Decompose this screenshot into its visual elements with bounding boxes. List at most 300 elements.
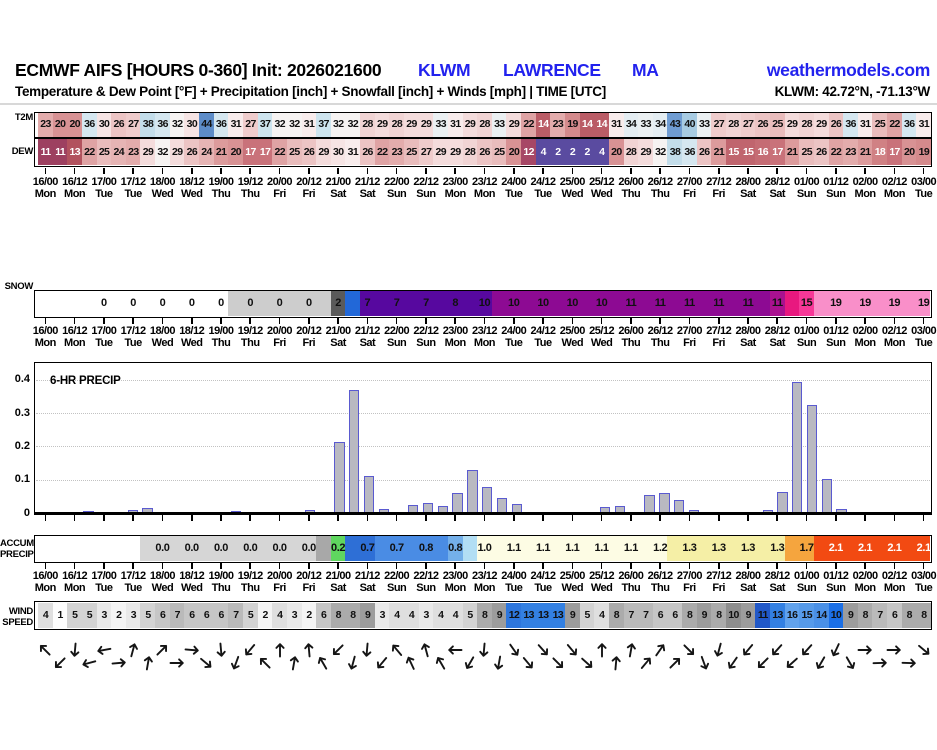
t2m-cell: 26 (829, 113, 844, 137)
day-label: Mon (883, 337, 905, 349)
time-tick (864, 515, 866, 521)
wind-speed-cell: 3 (97, 603, 112, 628)
station-state: MA (632, 60, 659, 80)
precip-y-tick-label: 0.3 (14, 406, 30, 419)
wind-speed-cell: 9 (565, 603, 580, 628)
accum-row-label-line2: PRECIP (0, 549, 34, 560)
time-tick (923, 515, 925, 521)
time-label: 19/12 (237, 325, 263, 337)
wind-direction-arrow (228, 655, 244, 671)
day-label: Tue (124, 337, 142, 349)
t2m-cell: 31 (228, 113, 243, 137)
time-label: 18/12 (179, 325, 205, 337)
wind-speed-cell: 8 (477, 603, 492, 628)
wind-speed-cell: 7 (638, 603, 653, 628)
dew-cell: 24 (199, 139, 214, 165)
t2m-cell: 34 (653, 113, 668, 137)
time-tick (630, 563, 632, 569)
time-tick (220, 563, 222, 569)
wind-direction-arrow (740, 642, 756, 658)
accum-precip-value: 1.3 (711, 542, 726, 555)
time-tick (220, 318, 222, 324)
accum-precip-value: 1.1 (506, 542, 521, 555)
time-label: 21/00 (325, 176, 351, 188)
wind-speed-cell: 4 (433, 603, 448, 628)
wind-direction-arrow (711, 642, 727, 658)
time-tick (191, 318, 193, 324)
day-label: Thu (240, 188, 260, 200)
wind-direction-arrow (447, 642, 463, 658)
t2m-cell: 29 (419, 113, 434, 137)
wind-direction-arrow (111, 655, 127, 671)
time-label: 02/12 (881, 570, 907, 582)
time-label: 21/12 (354, 176, 380, 188)
day-label: Thu (621, 582, 641, 594)
dew-cell: 16 (755, 139, 770, 165)
wind-speed-cell: 3 (419, 603, 434, 628)
t2m-cell: 28 (726, 113, 741, 137)
time-tick (776, 515, 778, 521)
time-label: 23/12 (471, 325, 497, 337)
day-label: Sun (796, 337, 817, 349)
time-label: 20/12 (296, 325, 322, 337)
t2m-cell: 31 (916, 113, 931, 137)
wind-speed-cell: 6 (653, 603, 668, 628)
time-tick (542, 168, 544, 174)
time-tick (747, 318, 749, 324)
wind-speed-cell: 4 (389, 603, 404, 628)
time-tick (308, 168, 310, 174)
t2m-cell: 28 (360, 113, 375, 137)
dew-cell: 4 (594, 139, 609, 165)
time-tick (162, 318, 164, 324)
day-label: Sat (740, 582, 756, 594)
day-label: Sat (359, 188, 376, 200)
time-tick (659, 168, 661, 174)
time-tick (132, 563, 134, 569)
wind-speed-cell: 8 (345, 603, 360, 628)
time-tick (806, 563, 808, 569)
dew-cell: 27 (419, 139, 434, 165)
time-tick (542, 515, 544, 521)
time-tick (601, 515, 603, 521)
dew-cell: 2 (565, 139, 580, 165)
precip-chart-frame (34, 362, 932, 515)
dew-cell: 25 (492, 139, 507, 165)
day-label: Sat (330, 337, 346, 349)
time-tick (835, 515, 837, 521)
dew-cell: 21 (214, 139, 229, 165)
wind-direction-arrow (652, 642, 668, 658)
time-label: 20/12 (296, 176, 322, 188)
day-label: Wed (590, 582, 613, 594)
wind-speed-cell: 8 (609, 603, 624, 628)
day-label: Fri (302, 188, 316, 200)
time-label: 22/00 (384, 570, 410, 582)
day-label: Fri (683, 188, 696, 200)
wind-direction-arrow (550, 655, 566, 671)
snow-row-label: SNOW (4, 281, 33, 292)
station-coordinates: KLWM: 42.72°N, -71.13°W (774, 84, 930, 99)
wind-speed-cell: 2 (302, 603, 317, 628)
day-label: Sat (740, 188, 756, 200)
accum-precip-value: 0.0 (301, 542, 316, 555)
time-tick (601, 318, 603, 324)
t2m-cell: 19 (565, 113, 580, 137)
day-label: Sat (769, 188, 786, 200)
snow-value: 11 (771, 297, 783, 310)
time-tick (659, 563, 661, 569)
time-label: 24/12 (530, 570, 556, 582)
day-label: Sun (796, 582, 817, 594)
time-tick (601, 168, 603, 174)
time-tick (864, 318, 866, 324)
time-tick (923, 318, 925, 324)
wind-direction-arrow (755, 655, 771, 671)
time-label: 23/12 (471, 570, 497, 582)
time-label: 26/12 (647, 325, 673, 337)
time-label: 26/00 (618, 176, 644, 188)
accum-precip-value: 2.1 (858, 542, 873, 555)
time-tick (484, 318, 486, 324)
t2m-cell: 31 (609, 113, 624, 137)
dew-cell: 21 (858, 139, 873, 165)
dew-cell: 20 (902, 139, 917, 165)
time-tick (308, 563, 310, 569)
dew-cell: 13 (67, 139, 82, 165)
time-label: 28/00 (735, 570, 761, 582)
dew-cell: 18 (872, 139, 887, 165)
time-tick (162, 168, 164, 174)
t2m-cell: 43 (667, 113, 682, 137)
day-label: Sun (387, 188, 407, 200)
wind-speed-cell: 4 (448, 603, 463, 628)
subtitle: Temperature & Dew Point [°F] + Precipitation [inch] + Snowfall [inch] + Winds [mph] | TIME [UTC] (15, 84, 606, 99)
snow-value: 0 (247, 297, 254, 310)
t2m-cell: 32 (287, 113, 302, 137)
time-tick (630, 515, 632, 521)
time-tick (864, 563, 866, 569)
t2m-cell: 28 (477, 113, 492, 137)
day-label: Mon (883, 582, 905, 594)
time-label: 26/12 (647, 570, 673, 582)
wind-direction-arrow (403, 655, 419, 671)
time-tick (191, 563, 193, 569)
dew-cell: 17 (887, 139, 902, 165)
snow-value: 7 (423, 297, 429, 310)
time-label: 17/12 (120, 570, 146, 582)
time-label: 26/00 (618, 325, 644, 337)
t2m-cell: 33 (433, 113, 448, 137)
day-label: Tue (505, 582, 523, 594)
time-label: 01/00 (794, 176, 820, 188)
accum-precip-value: 0.7 (360, 542, 375, 555)
t2m-cell: 22 (887, 113, 902, 137)
dew-row-label: DEW (11, 146, 33, 157)
time-tick (279, 318, 281, 324)
wind-speed-cell: 4 (38, 603, 53, 628)
time-tick (162, 563, 164, 569)
time-tick (572, 318, 574, 324)
snow-value: 19 (859, 297, 871, 310)
time-label: 23/00 (442, 176, 468, 188)
wind-direction-arrow (242, 642, 258, 658)
dew-cell: 21 (711, 139, 726, 165)
time-tick (103, 168, 105, 174)
day-label: Fri (273, 582, 286, 594)
t2m-cell: 14 (594, 113, 609, 137)
time-tick (396, 563, 398, 569)
time-tick (191, 515, 193, 521)
time-tick (572, 515, 574, 521)
snow-value: 0 (159, 297, 166, 310)
wind-direction-arrow (608, 655, 624, 671)
day-label: Thu (240, 337, 260, 349)
snow-value: 8 (452, 297, 459, 310)
day-label: Thu (650, 337, 670, 349)
wind-speed-cell: 5 (67, 603, 82, 628)
day-label: Mon (473, 582, 496, 594)
accum-precip-value: 1.0 (477, 542, 492, 555)
time-tick (776, 563, 778, 569)
day-label: Fri (302, 582, 316, 594)
day-label: Wed (151, 188, 174, 200)
day-label: Wed (151, 582, 174, 594)
time-tick (337, 563, 339, 569)
time-label: 21/00 (325, 325, 351, 337)
t2m-cell: 22 (521, 113, 536, 137)
precip-y-tick-label: 0 (23, 506, 30, 519)
day-label: Tue (95, 337, 113, 349)
dew-cell: 28 (463, 139, 478, 165)
t2m-cell: 20 (67, 113, 82, 137)
time-label: 16/00 (32, 176, 58, 188)
wind-speed-cell: 9 (492, 603, 507, 628)
time-label: 01/00 (794, 570, 820, 582)
time-label: 01/12 (823, 176, 849, 188)
snow-value: 0 (276, 297, 283, 310)
wind-direction-arrow (272, 642, 288, 658)
day-label: Wed (561, 337, 584, 349)
time-label: 17/00 (91, 176, 117, 188)
wind-speed-cell: 4 (594, 603, 609, 628)
t2m-cell: 29 (375, 113, 390, 137)
wind-direction-arrow (886, 642, 902, 658)
time-tick (279, 563, 281, 569)
wind-row-label-line2: SPEED (2, 617, 33, 628)
time-tick (630, 168, 632, 174)
day-label: Thu (211, 337, 231, 349)
day-label: Sun (826, 188, 846, 200)
t2m-cell: 14 (536, 113, 551, 137)
time-tick (103, 318, 105, 324)
wind-speed-cell: 8 (916, 603, 931, 628)
time-tick (45, 168, 47, 174)
wind-direction-arrow (213, 642, 229, 658)
time-tick (689, 515, 691, 521)
time-label: 23/12 (471, 176, 497, 188)
wind-speed-cell: 3 (375, 603, 390, 628)
day-label: Tue (915, 582, 933, 594)
accum-precip-value: 0.8 (418, 542, 433, 555)
dew-cell: 28 (624, 139, 639, 165)
time-tick (747, 563, 749, 569)
t2m-cell: 31 (302, 113, 317, 137)
time-tick (132, 168, 134, 174)
time-tick (454, 168, 456, 174)
time-tick (513, 318, 515, 324)
dew-cell: 26 (477, 139, 492, 165)
wind-row-label-line1: WIND (8, 606, 33, 617)
t2m-cell: 38 (140, 113, 155, 137)
dew-cell: 26 (697, 139, 712, 165)
dew-cell: 25 (287, 139, 302, 165)
wind-direction-arrow (506, 642, 522, 658)
time-label: 20/00 (267, 570, 293, 582)
wind-direction-arrow (579, 655, 595, 671)
t2m-cell: 32 (170, 113, 185, 137)
time-tick (894, 515, 896, 521)
day-label: Sun (796, 188, 817, 200)
time-label: 25/12 (589, 570, 615, 582)
day-label: Sat (359, 337, 376, 349)
temp-dew-divider (34, 137, 932, 139)
t2m-cell: 27 (243, 113, 258, 137)
wind-direction-arrow (813, 655, 829, 671)
snow-value: 11 (684, 297, 695, 310)
wind-direction-arrow (67, 642, 83, 658)
snow-value: 10 (508, 297, 520, 310)
wind-direction-arrow (37, 642, 53, 658)
dew-cell: 21 (785, 139, 800, 165)
t2m-cell: 26 (111, 113, 126, 137)
wind-speed-cell: 5 (463, 603, 478, 628)
day-label: Mon (854, 337, 876, 349)
day-label: Mon (64, 582, 86, 594)
dew-cell: 29 (140, 139, 155, 165)
time-label: 18/00 (149, 176, 175, 188)
accum-precip-value: 0.0 (272, 542, 287, 555)
wind-speed-cell: 7 (872, 603, 887, 628)
t2m-cell: 44 (199, 113, 214, 137)
time-tick (923, 563, 925, 569)
time-tick (542, 563, 544, 569)
accum-precip-value: 1.3 (770, 542, 785, 555)
wind-direction-arrow (594, 642, 610, 658)
time-tick (249, 168, 251, 174)
t2m-cell: 26 (755, 113, 770, 137)
accum-precip-value: 1.2 (653, 542, 668, 555)
day-label: Sat (769, 337, 786, 349)
t2m-cell: 36 (902, 113, 917, 137)
wind-direction-arrow (535, 642, 551, 658)
time-label: 01/00 (794, 325, 820, 337)
wind-speed-cell: 8 (711, 603, 726, 628)
day-label: Fri (712, 582, 725, 594)
accum-precip-value: 1.1 (623, 542, 638, 555)
day-label: Mon (444, 337, 466, 349)
time-tick (689, 563, 691, 569)
day-label: Tue (95, 582, 113, 594)
dew-cell: 26 (184, 139, 199, 165)
dew-cell: 11 (38, 139, 53, 165)
time-label: 22/12 (413, 176, 439, 188)
dew-cell: 32 (155, 139, 170, 165)
accum-row-label-line1: ACCUM (0, 538, 34, 549)
dew-cell: 36 (682, 139, 697, 165)
time-tick (513, 168, 515, 174)
accum-precip-value: 1.3 (682, 542, 697, 555)
dew-cell: 19 (916, 139, 931, 165)
wind-direction-arrow (491, 655, 507, 671)
wind-direction-arrow (257, 655, 273, 671)
snow-value: 0 (130, 297, 136, 310)
time-tick (835, 168, 837, 174)
time-label: 24/00 (501, 176, 527, 188)
time-tick (103, 563, 105, 569)
station-name: LAWRENCE (503, 60, 601, 80)
day-label: Thu (621, 337, 641, 349)
time-label: 17/00 (91, 570, 117, 582)
precip-y-tick-label: 0.1 (14, 473, 30, 486)
t2m-cell: 34 (624, 113, 639, 137)
wind-speed-cell: 6 (184, 603, 199, 628)
snow-value: 11 (625, 297, 637, 310)
time-tick (308, 515, 310, 521)
wind-speed-cell: 7 (170, 603, 185, 628)
time-label: 28/12 (764, 570, 790, 582)
wind-speed-cell: 13 (770, 603, 785, 628)
time-tick (425, 515, 427, 521)
t2m-cell: 25 (872, 113, 887, 137)
snow-value: 19 (830, 297, 842, 310)
snow-value: 0 (305, 297, 312, 310)
snow-value: 10 (595, 297, 608, 310)
accum-precip-value: 0.7 (389, 542, 404, 555)
time-tick (659, 515, 661, 521)
time-label: 19/12 (237, 176, 263, 188)
website-link[interactable]: weathermodels.com (766, 60, 930, 80)
time-tick (249, 563, 251, 569)
wind-speed-cell: 6 (214, 603, 229, 628)
dew-cell: 26 (360, 139, 375, 165)
dew-cell: 20 (609, 139, 624, 165)
dew-cell: 20 (506, 139, 521, 165)
time-label: 24/12 (530, 325, 556, 337)
dew-cell: 23 (389, 139, 404, 165)
day-label: Tue (534, 188, 552, 200)
time-tick (162, 515, 164, 521)
time-tick (894, 563, 896, 569)
accum-precip-value: 0.2 (331, 542, 346, 555)
wind-speed-cell: 8 (331, 603, 346, 628)
time-label: 28/12 (764, 176, 790, 188)
dew-cell: 31 (345, 139, 360, 165)
day-label: Wed (561, 582, 584, 594)
dew-cell: 4 (536, 139, 551, 165)
time-label: 19/00 (208, 325, 234, 337)
wind-direction-arrow (857, 642, 873, 658)
day-label: Sun (416, 582, 436, 594)
time-tick (74, 168, 76, 174)
time-tick (601, 563, 603, 569)
time-label: 03/00 (911, 176, 937, 188)
wind-direction-arrow (286, 655, 302, 671)
time-label: 27/00 (676, 176, 702, 188)
day-label: Fri (683, 582, 696, 594)
day-label: Tue (505, 337, 523, 349)
t2m-cell: 25 (770, 113, 785, 137)
